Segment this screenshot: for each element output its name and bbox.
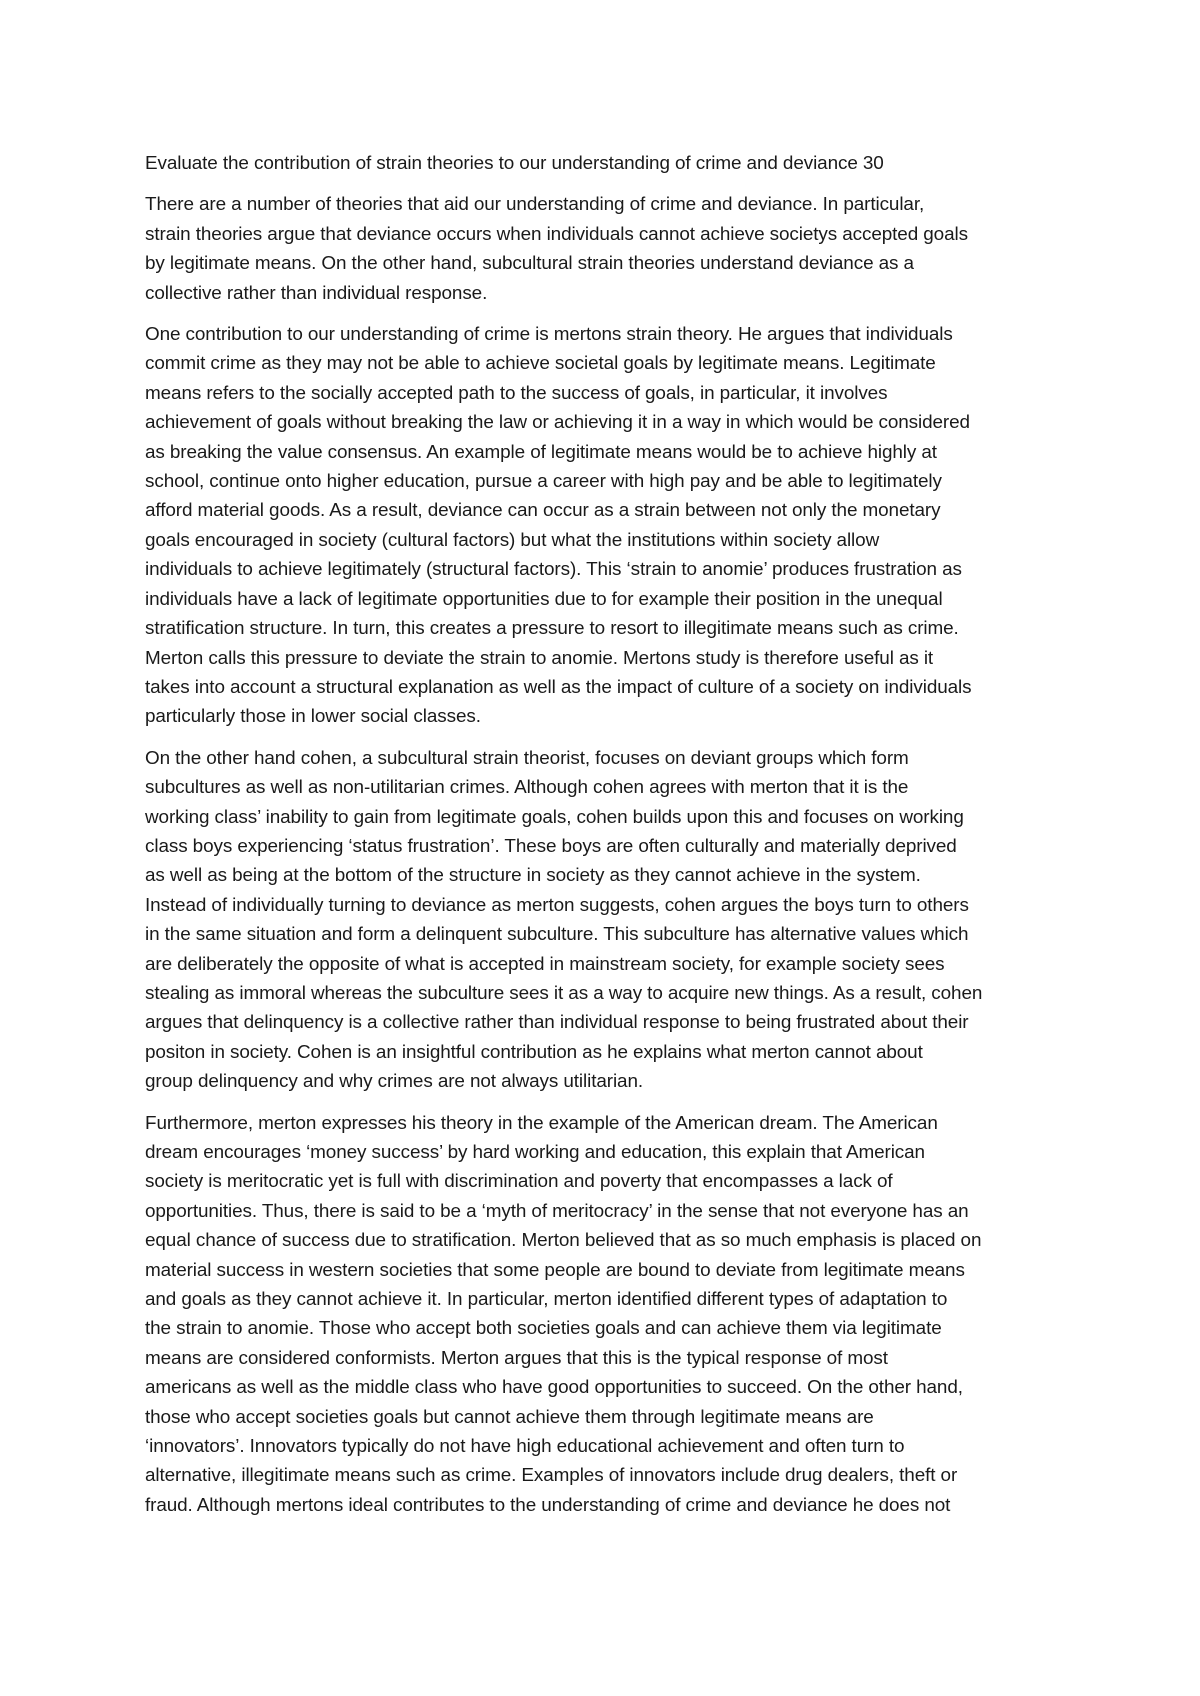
text-line: in the same situation and form a delinquent subculture. This subculture has alternative values which	[145, 924, 969, 946]
document-body	[145, 149, 1065, 1532]
text-line: Merton calls this pressure to deviate the strain to anomie. Mertons study is therefore useful as it	[145, 647, 934, 669]
text-line: opportunities. Thus, there is said to be a ‘myth of meritocracy’ in the sense that not everyone has an	[145, 1200, 969, 1222]
text-line: group delinquency and why crimes are not always utilitarian.	[145, 1071, 644, 1093]
text-line: alternative, illegitimate means such as crime. Examples of innovators include drug dealers, theft or	[145, 1465, 958, 1487]
text-line: On the other hand cohen, a subcultural strain theorist, focuses on deviant groups which form	[145, 747, 909, 769]
text-line: ‘innovators’. Innovators typically do not have high educational achievement and often turn to	[145, 1436, 905, 1458]
text-line: as well as being at the bottom of the structure in society as they cannot achieve in the system.	[145, 865, 921, 887]
text-line: as breaking the value consensus. An example of legitimate means would be to achieve highly at	[145, 441, 937, 463]
text-line: by legitimate means. On the other hand, subcultural strain theories understand deviance as a	[145, 253, 914, 275]
text-line: argues that delinquency is a collective rather than individual response to being frustrated about their	[145, 1012, 969, 1034]
text-line: individuals to achieve legitimately (structural factors). This ‘strain to anomie’ produces frustration as	[145, 559, 962, 581]
text-line: individuals have a lack of legitimate opportunities due to for example their position in the unequal	[145, 588, 943, 610]
text-line: subcultures as well as non-utilitarian crimes. Although cohen agrees with merton that it is the	[145, 777, 909, 799]
text-line: material success in western societies that some people are bound to deviate from legitimate means	[145, 1259, 965, 1281]
text-line: are deliberately the opposite of what is accepted in mainstream society, for example society sees	[145, 953, 945, 975]
text-line: achievement of goals without breaking the law or achieving it in a way in which would be considered	[145, 412, 970, 434]
text-line: and goals as they cannot achieve it. In particular, merton identified different types of adaptation to	[145, 1289, 948, 1311]
text-line: school, continue onto higher education, pursue a career with high pay and be able to legitimately	[145, 471, 942, 493]
text-line: class boys experiencing ‘status frustration’. These boys are often culturally and materially deprived	[145, 835, 957, 857]
text-line: strain theories argue that deviance occurs when individuals cannot achieve societys accepted goals	[145, 223, 968, 245]
text-line: particularly those in lower social classes.	[145, 706, 481, 728]
paragraph-1	[145, 190, 1065, 308]
text-line: fraud. Although mertons ideal contributes to the understanding of crime and deviance he does not	[145, 1494, 951, 1516]
paragraph-4	[145, 1109, 1065, 1521]
text-line: stratification structure. In turn, this creates a pressure to resort to illegitimate means such as crime.	[145, 618, 959, 640]
text-line: americans as well as the middle class who have good opportunities to succeed. On the other hand,	[145, 1377, 963, 1399]
text-line: takes into account a structural explanation as well as the impact of culture of a society on individuals	[145, 676, 972, 698]
text-line: means are considered conformists. Merton argues that this is the typical response of most	[145, 1347, 888, 1369]
text-line: equal chance of success due to stratification. Merton believed that as so much emphasis is placed on	[145, 1230, 982, 1252]
text-line: working class’ inability to gain from legitimate goals, cohen builds upon this and focuses on working	[145, 806, 964, 828]
essay-title: Evaluate the contribution of strain theories to our understanding of crime and deviance 30	[145, 153, 884, 174]
paragraph-2	[145, 320, 1065, 732]
text-line: dream encourages ‘money success’ by hard working and education, this explain that American	[145, 1142, 925, 1163]
paragraph-3	[145, 744, 1065, 1097]
paragraph-container	[145, 190, 1065, 1520]
text-line: stealing as immoral whereas the subculture sees it as a way to acquire new things. As a result, cohen	[145, 982, 983, 1004]
text-line: those who accept societies goals but cannot achieve them through legitimate means are	[145, 1406, 874, 1428]
text-line: the strain to anomie. Those who accept both societies goals and can achieve them via legitimate	[145, 1318, 942, 1340]
text-line: means refers to the socially accepted path to the success of goals, in particular, it involves	[145, 382, 888, 404]
text-line: Instead of individually turning to deviance as merton suggests, cohen argues the boys turn to others	[145, 894, 969, 916]
text-line: goals encouraged in society (cultural factors) but what the institutions within society allow	[145, 529, 880, 551]
text-line: One contribution to our understanding of crime is mertons strain theory. He argues that individuals	[145, 324, 953, 346]
text-line: society is meritocratic yet is full with discrimination and poverty that encompasses a lack of	[145, 1171, 893, 1193]
text-line: commit crime as they may not be able to achieve societal goals by legitimate means. Legitimate	[145, 353, 936, 375]
text-line: collective rather than individual response.	[145, 282, 488, 304]
text-line: Furthermore, merton expresses his theory in the example of the American dream. The American	[145, 1112, 938, 1134]
text-line: There are a number of theories that aid our understanding of crime and deviance. In particular,	[145, 194, 925, 216]
text-line: afford material goods. As a result, deviance can occur as a strain between not only the monetary	[145, 500, 941, 522]
text-line: positon in society. Cohen is an insightful contribution as he explains what merton cannot about	[145, 1041, 923, 1063]
